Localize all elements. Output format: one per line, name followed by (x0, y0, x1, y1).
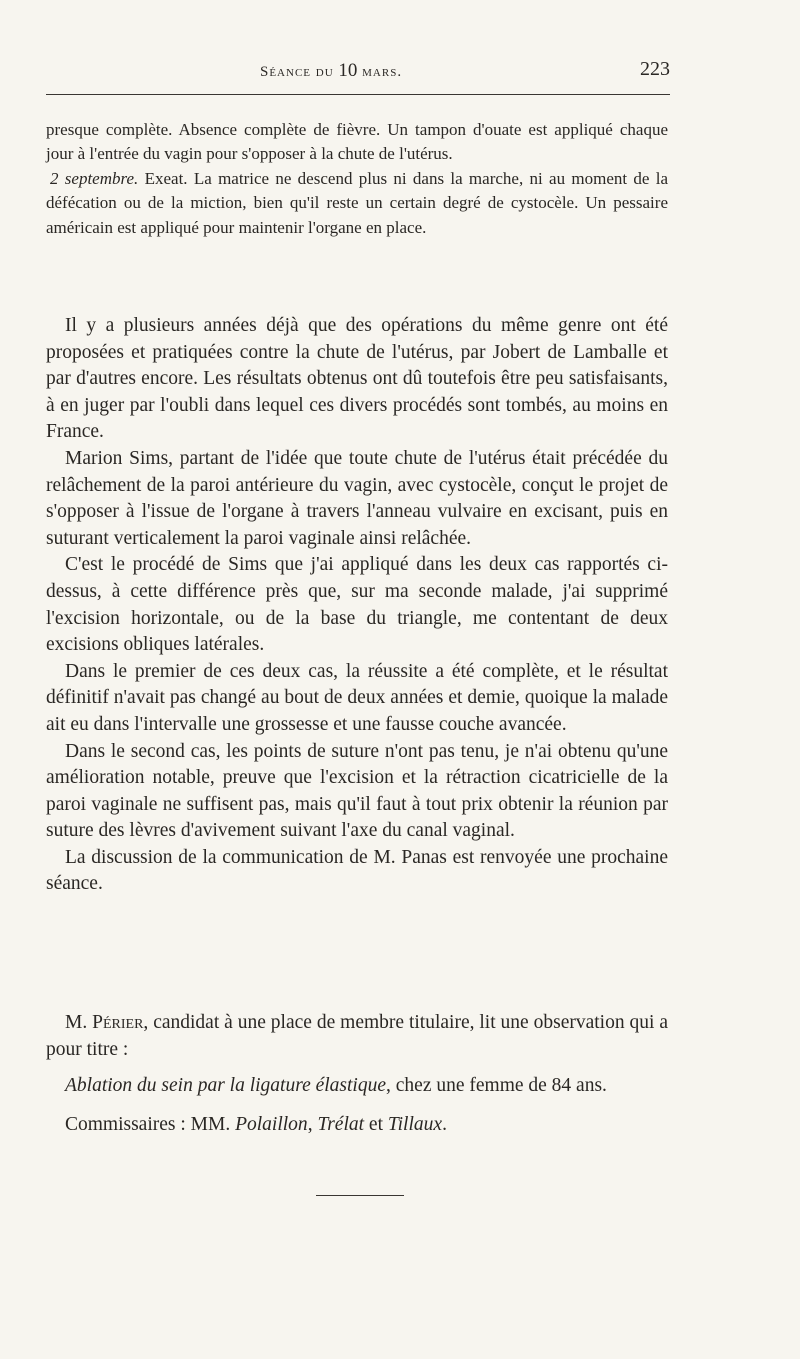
communication-section (46, 1010, 668, 1138)
observation-title: Ablation du sein par la ligature élastique (65, 1075, 387, 1097)
commissaire-1: Polaillon (235, 1113, 308, 1135)
end-mark: . (442, 1113, 447, 1135)
commissaire-2: Trélat (317, 1113, 365, 1135)
case-note-line-2 (46, 167, 668, 240)
paragraph: Dans le second cas, les points de suture n'ont pas tenu, je n'ai obtenu qu'une amélioration notable, preuve que l'excision et la rétraction cicatricielle de la paroi vaginale ne suffisent pas, mais qu'il faut à tout prix obtenir la réunion par suture des lèvres d'avivement suivant l'axe du canal vaginal. (46, 740, 668, 842)
header-rule (46, 94, 670, 95)
paragraph: Il y a plusieurs années déjà que des opérations du même genre ont été proposées et pratiquées contre la chute de l'utérus, par Jobert de Lamballe et par d'autres encore. Les résultats obtenus ont dû toutefois être peu satisfaisants, à en juger par l'oubli dans lequel ces divers procédés sont tombés, au moins en France. (46, 315, 668, 443)
commissaires-paragraph (46, 1112, 668, 1139)
case-note (46, 118, 668, 240)
commissaires-label: Commissaires : MM. (65, 1113, 236, 1135)
running-title-day: 10 (338, 60, 358, 81)
running-title-month: mars. (362, 64, 403, 80)
case-note-line-1: presque complète. Absence complète de fièvre. Un tampon d'ouate est appliqué chaque jour à l'entrée du vagin pour s'opposer à la chute de l'utérus. (46, 120, 668, 164)
separator: et (364, 1113, 388, 1135)
page-number: 223 (640, 58, 670, 80)
paragraph: C'est le procédé de Sims que j'ai appliqué dans les deux cas rapportés ci-dessus, à cette différence près que, sur ma seconde malade, j'ai supprimé l'excision horizontale, ou de la base du triangle, me contentant de deux excisions obliques latérales. (46, 554, 668, 656)
commissaire-3: Tillaux (387, 1113, 443, 1135)
case-note-text: Exeat. La matrice ne descend plus ni dans la marche, ni au moment de la défécation ou de la miction, bien qu'il reste un certain degré de cystocèle. Un pessaire américain est appliqué pour maintenir l'organe en place. (46, 168, 668, 237)
paragraph: La discussion de la communication de M. Panas est renvoyée une prochaine séance. (46, 846, 668, 895)
speaker-name: Périer (92, 1012, 144, 1033)
paragraph: Marion Sims, partant de l'idée que toute chute de l'utérus était précédée du relâchement de la paroi antérieure du vagin, avec cystocèle, conçut le projet de s'opposer à l'issue de l'organe à travers l'anneau vulvaire en excisant, puis en suturant verticalement la paroi vaginale ainsi relâchée. (46, 447, 668, 549)
running-title (260, 60, 402, 82)
communication-prefix: M. (65, 1012, 93, 1033)
separator: , (307, 1113, 318, 1135)
observation-title-suffix: , chez une femme de 84 ans. (386, 1075, 607, 1097)
main-text (46, 313, 668, 898)
observation-title-paragraph (46, 1073, 668, 1100)
page-header (46, 60, 670, 86)
running-title-prefix: Séance du (260, 64, 334, 80)
case-note-date: 2 septembre. (50, 168, 139, 188)
communication-text: , candidat à une place de membre titulaire, lit une observation qui a pour titre : (46, 1012, 668, 1060)
communication-paragraph (46, 1010, 668, 1063)
section-end-rule (316, 1195, 404, 1196)
paragraph: Dans le premier de ces deux cas, la réussite a été complète, et le résultat définitif n'avait pas changé au bout de deux années et demie, quoique la malade ait eu dans l'intervalle une grossesse et une fausse couche avancée. (46, 660, 668, 735)
